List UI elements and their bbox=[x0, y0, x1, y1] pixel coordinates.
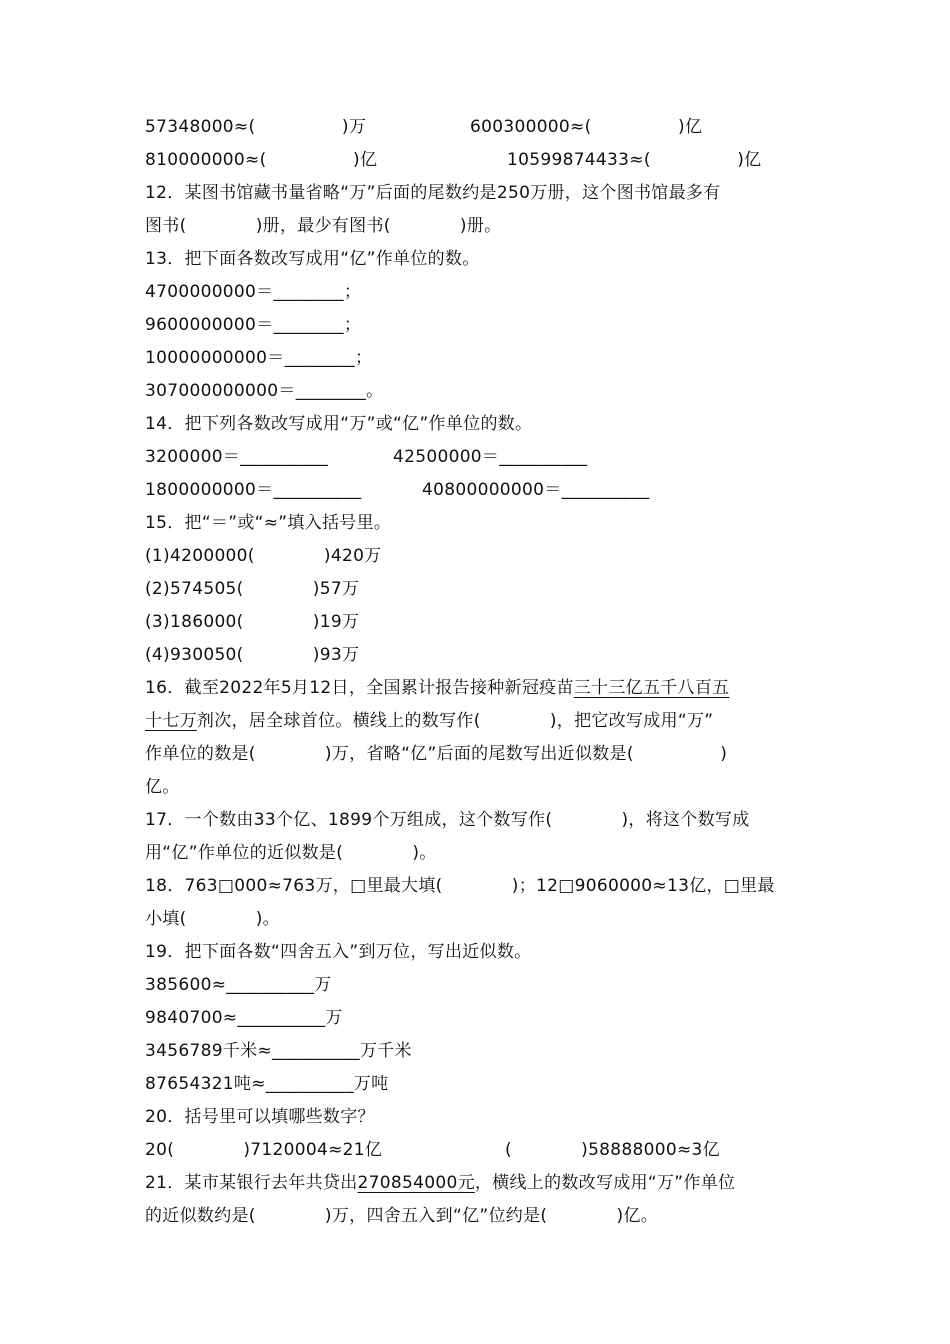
q-approx-810000000: 810000000≈( )亿 bbox=[145, 150, 378, 170]
question-21-line-2: 的近似数约是( )万，四舍五入到“亿”位约是( )亿。 bbox=[145, 1206, 659, 1226]
question-14-title: 14．把下列各数改写成用“万”或“亿”作单位的数。 bbox=[145, 414, 533, 434]
question-16-text-a: 16．截至2022年5月12日，全国累计报告接种新冠疫苗 bbox=[145, 678, 574, 698]
question-13-item-3: 10000000000＝________； bbox=[145, 348, 373, 368]
q-approx-600300000: 600300000≈( )亿 bbox=[470, 117, 703, 137]
question-21-text-a: 21．某市某银行去年共贷出 bbox=[145, 1173, 358, 1193]
question-19-item-4: 87654321吨≈__________万吨 bbox=[145, 1074, 389, 1094]
question-18-line-1: 18．763□000≈763万，□里最大填( )；12□9060000≈13亿，□里最 bbox=[145, 876, 775, 896]
question-20-item-2: ( )58888000≈3亿 bbox=[505, 1140, 720, 1160]
question-14-item-3: 1800000000＝__________ bbox=[145, 480, 362, 500]
question-16-underlined-number-b: 十七万 bbox=[145, 711, 197, 731]
question-17-line-1: 17．一个数由33个亿、1899个万组成，这个数写作( )，将这个数写成 bbox=[145, 810, 750, 830]
question-17-line-2: 用“亿”作单位的近似数是( )。 bbox=[145, 843, 437, 863]
question-14-row-2 bbox=[145, 475, 650, 505]
question-15-item-1: (1)4200000( )420万 bbox=[145, 546, 382, 566]
question-21-text-b: ，横线上的数改写成用“万”作单位 bbox=[474, 1173, 736, 1193]
question-14-row-1 bbox=[145, 442, 588, 472]
question-20-title: 20．括号里可以填哪些数字？ bbox=[145, 1107, 375, 1127]
question-15-item-4: (4)930050( )93万 bbox=[145, 645, 360, 665]
q-approx-10599874433: 10599874433≈( )亿 bbox=[507, 150, 762, 170]
question-15-item-2: (2)574505( )57万 bbox=[145, 579, 360, 599]
question-19-item-3: 3456789千米≈__________万千米 bbox=[145, 1041, 412, 1061]
question-19-title: 19．把下面各数“四舍五入”到万位，写出近似数。 bbox=[145, 942, 532, 962]
question-20-row bbox=[145, 1135, 720, 1165]
question-16-line-1 bbox=[145, 673, 729, 703]
question-16-line-3: 作单位的数是( )万，省略“亿”后面的尾数写出近似数是( ) bbox=[145, 744, 728, 764]
line-1 bbox=[145, 112, 703, 142]
question-21-underlined-amount: 270854000元 bbox=[357, 1173, 475, 1193]
question-13-item-1: 4700000000＝________； bbox=[145, 282, 362, 302]
q-approx-57348000: 57348000≈( )万 bbox=[145, 117, 367, 137]
question-14-item-4: 40800000000＝__________ bbox=[422, 480, 650, 500]
question-16-line-4: 亿。 bbox=[145, 777, 180, 797]
question-18-line-2: 小填( )。 bbox=[145, 909, 280, 929]
question-20-item-1: 20( )7120004≈21亿 bbox=[145, 1140, 383, 1160]
question-12-line-1: 12．某图书馆藏书量省略“万”后面的尾数约是250万册，这个图书馆最多有 bbox=[145, 183, 721, 203]
question-13-item-4: 307000000000＝________。 bbox=[145, 381, 384, 401]
question-13-title: 13．把下面各数改写成用“亿”作单位的数。 bbox=[145, 249, 480, 269]
question-13-item-2: 9600000000＝________； bbox=[145, 315, 362, 335]
question-16-text-b: 剂次，居全球首位。横线上的数写作( )，把它改写成用“万” bbox=[196, 711, 714, 731]
question-19-item-2: 9840700≈__________万 bbox=[145, 1008, 343, 1028]
question-14-item-2: 42500000＝__________ bbox=[393, 447, 588, 467]
question-12-line-2: 图书( )册，最少有图书( )册。 bbox=[145, 216, 502, 236]
question-15-item-3: (3)186000( )19万 bbox=[145, 612, 360, 632]
question-16-underlined-number-a: 三十三亿五千八百五 bbox=[573, 678, 730, 698]
question-15-title: 15．把“＝”或“≈”填入括号里。 bbox=[145, 513, 392, 533]
question-16-line-2 bbox=[145, 706, 713, 736]
question-19-item-1: 385600≈__________万 bbox=[145, 975, 332, 995]
question-14-item-1: 3200000＝__________ bbox=[145, 447, 329, 467]
question-21-line-1 bbox=[145, 1168, 735, 1198]
line-2 bbox=[145, 145, 762, 175]
